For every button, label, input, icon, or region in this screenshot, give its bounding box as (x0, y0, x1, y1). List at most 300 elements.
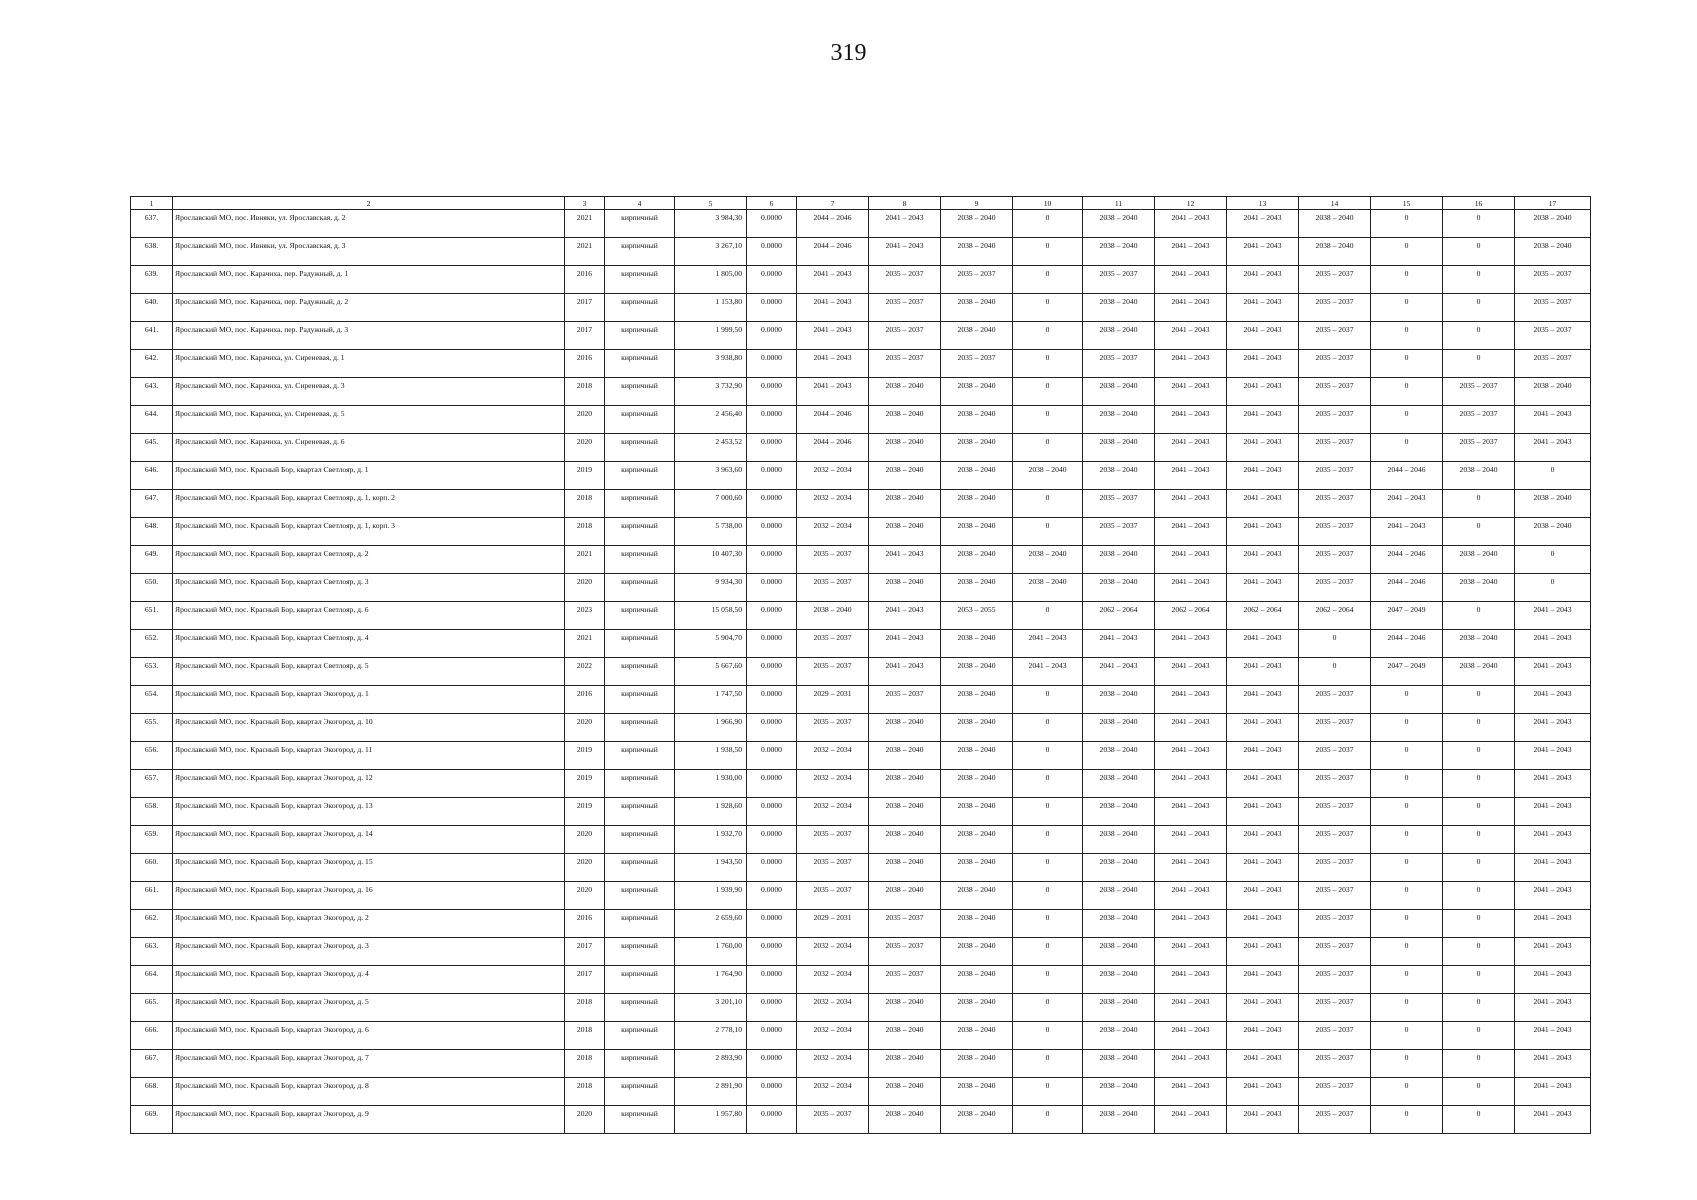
table-cell: 2038 – 2040 (1299, 210, 1371, 238)
table-cell: кирпичный (605, 462, 675, 490)
table-cell: 2035 – 2037 (797, 826, 869, 854)
table-cell: 2035 – 2037 (1299, 770, 1371, 798)
table-cell: 0 (1013, 910, 1083, 938)
table-cell: 2035 – 2037 (797, 882, 869, 910)
table-cell: 0.0000 (747, 322, 797, 350)
table-row (131, 238, 1591, 266)
table-cell: 0.0000 (747, 1106, 797, 1134)
table-cell: 2041 – 2043 (1227, 238, 1299, 266)
table-cell: 0.0000 (747, 518, 797, 546)
table-cell: 2017 (565, 294, 605, 322)
table-cell: 2038 – 2040 (1083, 210, 1155, 238)
table-cell: 2035 – 2037 (797, 854, 869, 882)
table-cell: 2041 – 2043 (1083, 630, 1155, 658)
table-cell: 2035 – 2037 (1299, 686, 1371, 714)
table-cell: 2038 – 2040 (1083, 798, 1155, 826)
table-cell: 0 (1443, 742, 1515, 770)
column-header: 12 (1155, 197, 1227, 210)
table-cell: 2041 – 2043 (1515, 798, 1591, 826)
table-cell: 2038 – 2040 (1013, 546, 1083, 574)
table-cell: 2038 – 2040 (1083, 238, 1155, 266)
table-cell: 2044 – 2046 (1371, 546, 1443, 574)
table-cell: 2041 – 2043 (1227, 686, 1299, 714)
table-cell: 2035 – 2037 (1299, 994, 1371, 1022)
table-cell: 2041 – 2043 (1227, 630, 1299, 658)
table-row (131, 322, 1591, 350)
table-cell: 2038 – 2040 (869, 714, 941, 742)
table-cell: 2020 (565, 714, 605, 742)
table-cell: 2041 – 2043 (797, 266, 869, 294)
table-cell: 2038 – 2040 (1083, 1106, 1155, 1134)
table-cell: 0 (1013, 434, 1083, 462)
table-cell: 2041 – 2043 (1515, 994, 1591, 1022)
table-cell: 0 (1443, 490, 1515, 518)
table-cell: 2038 – 2040 (869, 798, 941, 826)
table-cell: 0 (1443, 322, 1515, 350)
table-cell: 0 (1013, 266, 1083, 294)
table-cell: 2035 – 2037 (797, 574, 869, 602)
table-cell: 2035 – 2037 (1083, 266, 1155, 294)
table-cell: 2041 – 2043 (1227, 378, 1299, 406)
table-cell: 2038 – 2040 (1083, 434, 1155, 462)
table-cell: 0 (1371, 294, 1443, 322)
table-cell: 2038 – 2040 (1083, 1078, 1155, 1106)
table-cell: 2038 – 2040 (1443, 574, 1515, 602)
table-cell: 2032 – 2034 (797, 770, 869, 798)
table-cell: 662. (131, 910, 173, 938)
table-cell: 2062 – 2064 (1227, 602, 1299, 630)
table-cell: 2035 – 2037 (869, 294, 941, 322)
table-cell: 0 (1371, 686, 1443, 714)
table-cell: 0.0000 (747, 966, 797, 994)
table-cell: 0 (1371, 210, 1443, 238)
table-cell: Ярославский МО, пос. Карачиха, ул. Сиреневая, д. 5 (173, 406, 565, 434)
table-cell: 2041 – 2043 (1155, 826, 1227, 854)
table-cell: 2038 – 2040 (797, 602, 869, 630)
table-cell: Ярославский МО, пос. Карачиха, пер. Радужный, д. 2 (173, 294, 565, 322)
table-cell: 1 747,50 (675, 686, 747, 714)
table-cell: 0.0000 (747, 490, 797, 518)
table-cell: 2041 – 2043 (1371, 490, 1443, 518)
table-cell: 2016 (565, 350, 605, 378)
table-cell: 2038 – 2040 (1515, 490, 1591, 518)
table-cell: 652. (131, 630, 173, 658)
table-row (131, 294, 1591, 322)
table-cell: 2044 – 2046 (1371, 574, 1443, 602)
table-cell: 2038 – 2040 (1083, 854, 1155, 882)
table-cell: 2041 – 2043 (1515, 770, 1591, 798)
table-body (131, 210, 1591, 1134)
table-cell: 0 (1443, 294, 1515, 322)
table-row (131, 378, 1591, 406)
table-cell: 2035 – 2037 (1299, 266, 1371, 294)
table-cell: 0 (1443, 854, 1515, 882)
table-cell: 2041 – 2043 (869, 630, 941, 658)
table-cell: 2038 – 2040 (941, 434, 1013, 462)
table-cell: 1 928,60 (675, 798, 747, 826)
table-cell: 2041 – 2043 (1227, 350, 1299, 378)
table-cell: 0.0000 (747, 406, 797, 434)
table-cell: 2035 – 2037 (869, 322, 941, 350)
table-cell: 0.0000 (747, 686, 797, 714)
table-cell: 2035 – 2037 (797, 658, 869, 686)
table-cell: 2029 – 2031 (797, 686, 869, 714)
table-cell: 1 938,50 (675, 742, 747, 770)
table-cell: 643. (131, 378, 173, 406)
table-cell: 2041 – 2043 (797, 378, 869, 406)
table-cell: 0 (1013, 1106, 1083, 1134)
table-cell: 2038 – 2040 (1083, 462, 1155, 490)
table-cell: 0 (1013, 742, 1083, 770)
table-row (131, 994, 1591, 1022)
table-cell: 660. (131, 854, 173, 882)
table-cell: 0 (1299, 630, 1371, 658)
table-cell: 2041 – 2043 (1227, 966, 1299, 994)
table-cell: 0 (1013, 1078, 1083, 1106)
table-cell: 2038 – 2040 (941, 686, 1013, 714)
table-cell: 2041 – 2043 (1155, 910, 1227, 938)
table-cell: 656. (131, 742, 173, 770)
table-cell: 0 (1443, 882, 1515, 910)
table-cell: 2041 – 2043 (1155, 994, 1227, 1022)
table-cell: 0.0000 (747, 714, 797, 742)
table-cell: 0 (1443, 238, 1515, 266)
table-cell: 5 738,00 (675, 518, 747, 546)
table-cell: Ярославский МО, пос. Красный Бор, квартал Экогород, д. 8 (173, 1078, 565, 1106)
table-cell: 2018 (565, 1022, 605, 1050)
table-cell: 2035 – 2037 (1299, 490, 1371, 518)
table-cell: 2038 – 2040 (1083, 294, 1155, 322)
table-cell: 2020 (565, 406, 605, 434)
table-row (131, 434, 1591, 462)
table-cell: 2041 – 2043 (797, 322, 869, 350)
table-cell: 2041 – 2043 (1155, 1078, 1227, 1106)
table-cell: 2038 – 2040 (869, 882, 941, 910)
table-cell: 2032 – 2034 (797, 994, 869, 1022)
table-cell: 2041 – 2043 (1515, 882, 1591, 910)
table-cell: 3 938,80 (675, 350, 747, 378)
table-cell: 2041 – 2043 (1155, 630, 1227, 658)
table-cell: 2038 – 2040 (941, 574, 1013, 602)
table-cell: 2035 – 2037 (1299, 714, 1371, 742)
table-cell: 0 (1371, 406, 1443, 434)
table-cell: кирпичный (605, 1106, 675, 1134)
table-cell: 2041 – 2043 (1155, 742, 1227, 770)
table-cell: 0 (1013, 826, 1083, 854)
table-cell: 0 (1515, 574, 1591, 602)
table-cell: 2041 – 2043 (1227, 574, 1299, 602)
table-cell: 2 659,60 (675, 910, 747, 938)
table-cell: 649. (131, 546, 173, 574)
table-cell: 0 (1371, 238, 1443, 266)
table-cell: 2041 – 2043 (1227, 1050, 1299, 1078)
table-cell: 2038 – 2040 (941, 462, 1013, 490)
table-cell: 2022 (565, 658, 605, 686)
table-cell: 2035 – 2037 (1299, 798, 1371, 826)
table-cell: 2020 (565, 882, 605, 910)
table-cell: 2044 – 2046 (1371, 462, 1443, 490)
table-cell: 2044 – 2046 (797, 406, 869, 434)
table-cell: кирпичный (605, 826, 675, 854)
table-cell: Ярославский МО, пос. Карачиха, ул. Сиреневая, д. 3 (173, 378, 565, 406)
table-cell: Ярославский МО, пос. Красный Бор, квартал Экогород, д. 5 (173, 994, 565, 1022)
column-header: 6 (747, 197, 797, 210)
table-cell: 2035 – 2037 (1083, 490, 1155, 518)
table-cell: 2041 – 2043 (1515, 742, 1591, 770)
table-cell: кирпичный (605, 378, 675, 406)
table-cell: 1 939,90 (675, 882, 747, 910)
table-cell: 0 (1013, 322, 1083, 350)
table-cell: Ярославский МО, пос. Карачиха, пер. Радужный, д. 1 (173, 266, 565, 294)
table-cell: 2041 – 2043 (1515, 1078, 1591, 1106)
table-cell: 2041 – 2043 (1227, 462, 1299, 490)
table-cell: 2062 – 2064 (1155, 602, 1227, 630)
column-header: 2 (173, 197, 565, 210)
table-cell: кирпичный (605, 938, 675, 966)
table-cell: 2041 – 2043 (1155, 938, 1227, 966)
table-cell: кирпичный (605, 350, 675, 378)
table-cell: 2035 – 2037 (1299, 854, 1371, 882)
table-cell: 2038 – 2040 (1515, 378, 1591, 406)
table-cell: 2041 – 2043 (1155, 294, 1227, 322)
column-header: 15 (1371, 197, 1443, 210)
table-cell: 2038 – 2040 (869, 518, 941, 546)
table-cell: 2038 – 2040 (1083, 686, 1155, 714)
table-cell: 2038 – 2040 (1515, 518, 1591, 546)
table-cell: 2035 – 2037 (941, 350, 1013, 378)
table-cell: Ярославский МО, пос. Красный Бор, квартал Экогород, д. 2 (173, 910, 565, 938)
table-cell: 2032 – 2034 (797, 798, 869, 826)
table-cell: 2038 – 2040 (1013, 462, 1083, 490)
table-cell: 0 (1013, 406, 1083, 434)
table-cell: кирпичный (605, 238, 675, 266)
table-cell: 2041 – 2043 (1515, 1022, 1591, 1050)
table-cell: 0 (1013, 350, 1083, 378)
table-cell: 2038 – 2040 (941, 854, 1013, 882)
table-cell: 2041 – 2043 (1515, 434, 1591, 462)
column-header: 4 (605, 197, 675, 210)
table-cell: 2038 – 2040 (869, 742, 941, 770)
table-cell: 2038 – 2040 (1083, 322, 1155, 350)
table-row (131, 1106, 1591, 1134)
table-cell: 2035 – 2037 (869, 966, 941, 994)
table-cell: 2044 – 2046 (797, 210, 869, 238)
table-cell: 0 (1371, 882, 1443, 910)
table-cell: 0 (1371, 378, 1443, 406)
table-cell: 661. (131, 882, 173, 910)
table-cell: Ярославский МО, пос. Карачиха, ул. Сиреневая, д. 6 (173, 434, 565, 462)
table-cell: кирпичный (605, 266, 675, 294)
table-cell: 2018 (565, 994, 605, 1022)
table-row (131, 574, 1591, 602)
column-header: 17 (1515, 197, 1591, 210)
table-cell: 0 (1515, 546, 1591, 574)
table-cell: 2035 – 2037 (1443, 434, 1515, 462)
table-cell: 2035 – 2037 (869, 266, 941, 294)
table-cell: 2038 – 2040 (1083, 1050, 1155, 1078)
table-cell: 2038 – 2040 (1083, 546, 1155, 574)
table-cell: 2041 – 2043 (1155, 322, 1227, 350)
table-row (131, 714, 1591, 742)
table-cell: кирпичный (605, 994, 675, 1022)
table-cell: 2041 – 2043 (1515, 854, 1591, 882)
table-cell: 2041 – 2043 (1515, 1050, 1591, 1078)
table-cell: 2038 – 2040 (941, 1022, 1013, 1050)
table-cell: 2032 – 2034 (797, 1022, 869, 1050)
table-cell: 2038 – 2040 (1515, 210, 1591, 238)
table-cell: Ярославский МО, пос. Красный Бор, квартал Светлояр, д. 4 (173, 630, 565, 658)
table-row (131, 1078, 1591, 1106)
table-cell: 637. (131, 210, 173, 238)
table-cell: 2047 – 2049 (1371, 602, 1443, 630)
table-cell: 2041 – 2043 (1515, 686, 1591, 714)
table-cell: 669. (131, 1106, 173, 1134)
table-cell: кирпичный (605, 770, 675, 798)
table-cell: Ярославский МО, пос. Красный Бор, квартал Экогород, д. 14 (173, 826, 565, 854)
table-row (131, 938, 1591, 966)
table-cell: 0 (1371, 910, 1443, 938)
table-cell: Ярославский МО, пос. Красный Бор, квартал Экогород, д. 11 (173, 742, 565, 770)
table-cell: Ярославский МО, пос. Красный Бор, квартал Экогород, д. 12 (173, 770, 565, 798)
table-cell: 2035 – 2037 (869, 938, 941, 966)
table-cell: 2041 – 2043 (1155, 658, 1227, 686)
table-row (131, 854, 1591, 882)
table-cell: 2038 – 2040 (941, 210, 1013, 238)
table-cell: 0.0000 (747, 826, 797, 854)
table-cell: 658. (131, 798, 173, 826)
table-cell: 2021 (565, 238, 605, 266)
table-cell: 2041 – 2043 (1013, 630, 1083, 658)
table-cell: кирпичный (605, 546, 675, 574)
table-cell: 2038 – 2040 (941, 910, 1013, 938)
table-cell: 2038 – 2040 (941, 490, 1013, 518)
table-cell: 653. (131, 658, 173, 686)
table-cell: 666. (131, 1022, 173, 1050)
table-cell: 650. (131, 574, 173, 602)
table-row (131, 742, 1591, 770)
column-header: 10 (1013, 197, 1083, 210)
table-cell: 2041 – 2043 (1155, 462, 1227, 490)
table-cell: кирпичный (605, 686, 675, 714)
table-cell: 2041 – 2043 (1155, 490, 1227, 518)
table-cell: кирпичный (605, 798, 675, 826)
table-cell: 2041 – 2043 (1227, 406, 1299, 434)
table-cell: 2038 – 2040 (869, 462, 941, 490)
table-cell: 2 778,10 (675, 1022, 747, 1050)
table-cell: Ярославский МО, пос. Красный Бор, квартал Экогород, д. 16 (173, 882, 565, 910)
table-cell: 2041 – 2043 (1515, 714, 1591, 742)
table-cell: 2035 – 2037 (1299, 322, 1371, 350)
table-cell: Ярославский МО, пос. Красный Бор, квартал Светлояр, д. 2 (173, 546, 565, 574)
table-cell: 0.0000 (747, 350, 797, 378)
table-cell: 0.0000 (747, 658, 797, 686)
table-cell: 2016 (565, 266, 605, 294)
table-cell: 2035 – 2037 (1299, 406, 1371, 434)
table-cell: 2038 – 2040 (1083, 966, 1155, 994)
table-cell: 2035 – 2037 (1299, 574, 1371, 602)
table-cell: 0 (1013, 210, 1083, 238)
table-cell: 0.0000 (747, 238, 797, 266)
table-cell: 2041 – 2043 (1515, 826, 1591, 854)
table-row (131, 266, 1591, 294)
table-cell: 2038 – 2040 (941, 826, 1013, 854)
table-cell: 2038 – 2040 (869, 770, 941, 798)
table-cell: 2035 – 2037 (1299, 1050, 1371, 1078)
column-header: 9 (941, 197, 1013, 210)
table-cell: 2038 – 2040 (941, 546, 1013, 574)
table-cell: 0 (1443, 686, 1515, 714)
table-cell: кирпичный (605, 882, 675, 910)
table-cell: 2044 – 2046 (797, 434, 869, 462)
table-cell: Ярославский МО, пос. Карачиха, ул. Сиреневая, д. 1 (173, 350, 565, 378)
table-cell: 7 000,60 (675, 490, 747, 518)
table-cell: кирпичный (605, 490, 675, 518)
table-cell: 2019 (565, 770, 605, 798)
table-cell: 0 (1443, 518, 1515, 546)
table-cell: 2035 – 2037 (941, 266, 1013, 294)
table-cell: 2041 – 2043 (1227, 1106, 1299, 1134)
table-cell: 2032 – 2034 (797, 462, 869, 490)
table-cell: 663. (131, 938, 173, 966)
table-cell: Ярославский МО, пос. Ивняки, ул. Ярославская, д. 2 (173, 210, 565, 238)
table-cell: 0 (1013, 770, 1083, 798)
table-cell: 2041 – 2043 (1227, 938, 1299, 966)
table-cell: 0 (1371, 938, 1443, 966)
table-cell: 0.0000 (747, 630, 797, 658)
table-cell: 0 (1371, 826, 1443, 854)
table-cell: 2023 (565, 602, 605, 630)
table-cell: 2041 – 2043 (1515, 910, 1591, 938)
table-cell: 2035 – 2037 (1299, 826, 1371, 854)
table-cell: 640. (131, 294, 173, 322)
table-cell: 2041 – 2043 (1227, 854, 1299, 882)
table-cell: 2041 – 2043 (1155, 798, 1227, 826)
table-cell: кирпичный (605, 406, 675, 434)
table-cell: 2029 – 2031 (797, 910, 869, 938)
table-cell: 15 058,50 (675, 602, 747, 630)
table-cell: 0.0000 (747, 602, 797, 630)
table-cell: 0.0000 (747, 546, 797, 574)
table-cell: 668. (131, 1078, 173, 1106)
table-cell: 0 (1371, 1078, 1443, 1106)
table-cell: кирпичный (605, 518, 675, 546)
table-cell: 0 (1443, 602, 1515, 630)
table-cell: 2038 – 2040 (869, 1078, 941, 1106)
table-cell: 2035 – 2037 (1299, 882, 1371, 910)
table-cell: 0 (1371, 742, 1443, 770)
table-cell: 1 957,80 (675, 1106, 747, 1134)
table-cell: Ярославский МО, пос. Красный Бор, квартал Светлояр, д. 1 (173, 462, 565, 490)
table-cell: 0 (1371, 322, 1443, 350)
table-cell: 665. (131, 994, 173, 1022)
table-cell: 2041 – 2043 (869, 238, 941, 266)
table-cell: 2041 – 2043 (1227, 742, 1299, 770)
table-cell: 0.0000 (747, 1050, 797, 1078)
table-cell: 2035 – 2037 (797, 1106, 869, 1134)
column-header: 5 (675, 197, 747, 210)
table-cell: 2020 (565, 574, 605, 602)
table-cell: 2041 – 2043 (1083, 658, 1155, 686)
table-cell: 2032 – 2034 (797, 742, 869, 770)
table-cell: 2035 – 2037 (1299, 462, 1371, 490)
table-cell: 2041 – 2043 (1227, 546, 1299, 574)
table-cell: 0.0000 (747, 910, 797, 938)
table-cell: 2041 – 2043 (1155, 546, 1227, 574)
table-cell: 0 (1371, 266, 1443, 294)
table-cell: 2044 – 2046 (797, 238, 869, 266)
table-cell: 651. (131, 602, 173, 630)
table-cell: 2035 – 2037 (1515, 294, 1591, 322)
